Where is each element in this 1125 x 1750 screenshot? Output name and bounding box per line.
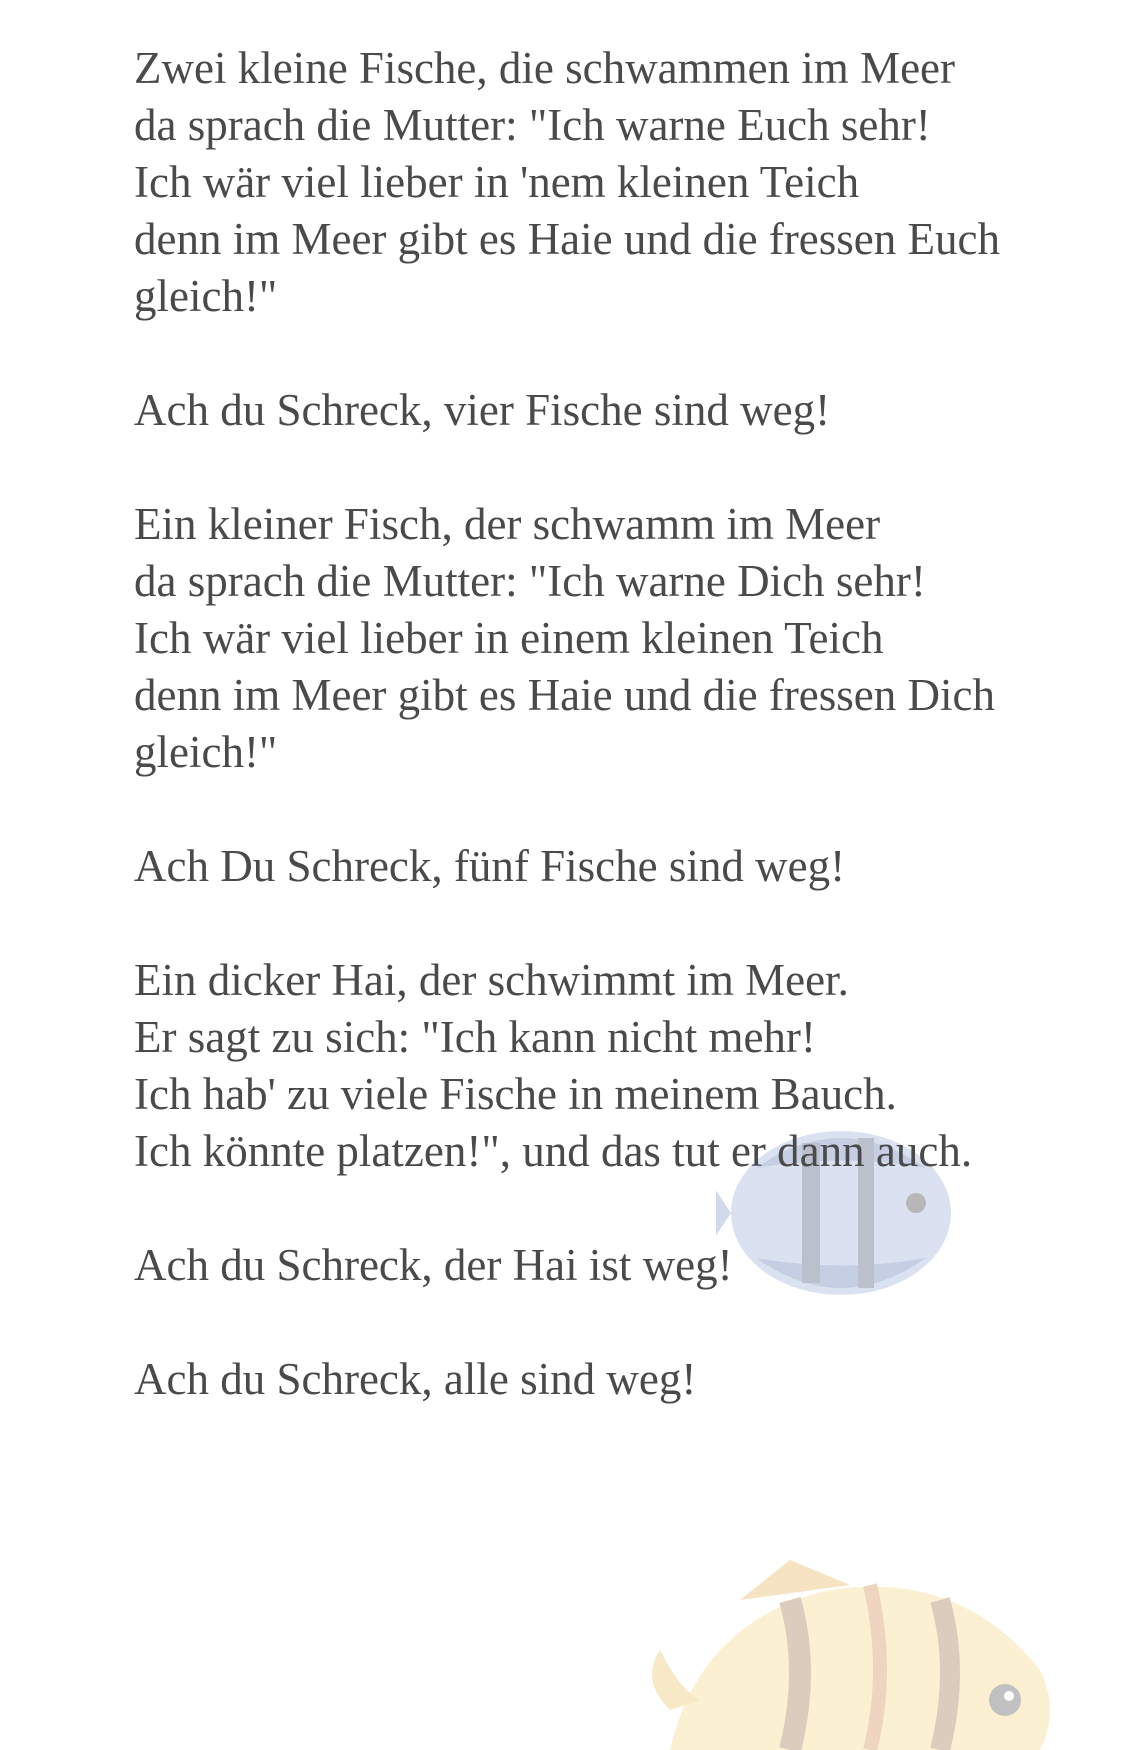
poem-line: denn im Meer gibt es Haie und die fressen Dich gleich!": [134, 670, 995, 777]
poem-line: Ach Du Schreck, fünf Fische sind weg!: [134, 841, 846, 891]
poem-line: Ich wär viel lieber in einem kleinen Teich: [134, 613, 884, 663]
poem-line: Ich könnte platzen!", und das tut er dann auch.: [134, 1126, 973, 1176]
fish-icon: [640, 1560, 1070, 1750]
refrain: [134, 1237, 1014, 1294]
poem-line: da sprach die Mutter: "Ich warne Euch sehr!: [134, 100, 931, 150]
poem-line: Ach du Schreck, der Hai ist weg!: [134, 1240, 733, 1290]
poem-line: Ich hab' zu viele Fische in meinem Bauch.: [134, 1069, 897, 1119]
poem-line: Ach du Schreck, vier Fische sind weg!: [134, 385, 831, 435]
poem-line: Ein dicker Hai, der schwimmt im Meer.: [134, 955, 849, 1005]
stanza: [134, 952, 1014, 1180]
poem-line: Er sagt zu sich: "Ich kann nicht mehr!: [134, 1012, 816, 1062]
poem-text: [134, 40, 1014, 1465]
refrain: [134, 382, 1014, 439]
poem-line: Ach du Schreck, alle sind weg!: [134, 1354, 697, 1404]
poem-line: denn im Meer gibt es Haie und die fressen Euch gleich!": [134, 214, 1000, 321]
stanza: [134, 496, 1014, 781]
poem-line: Zwei kleine Fische, die schwammen im Meer: [134, 43, 956, 93]
refrain: [134, 1351, 1014, 1408]
poem-line: Ich wär viel lieber in 'nem kleinen Teich: [134, 157, 860, 207]
poem-line: da sprach die Mutter: "Ich warne Dich sehr!: [134, 556, 926, 606]
poem-line: Ein kleiner Fisch, der schwamm im Meer: [134, 499, 881, 549]
refrain: [134, 838, 1014, 895]
stanza: [134, 40, 1014, 325]
